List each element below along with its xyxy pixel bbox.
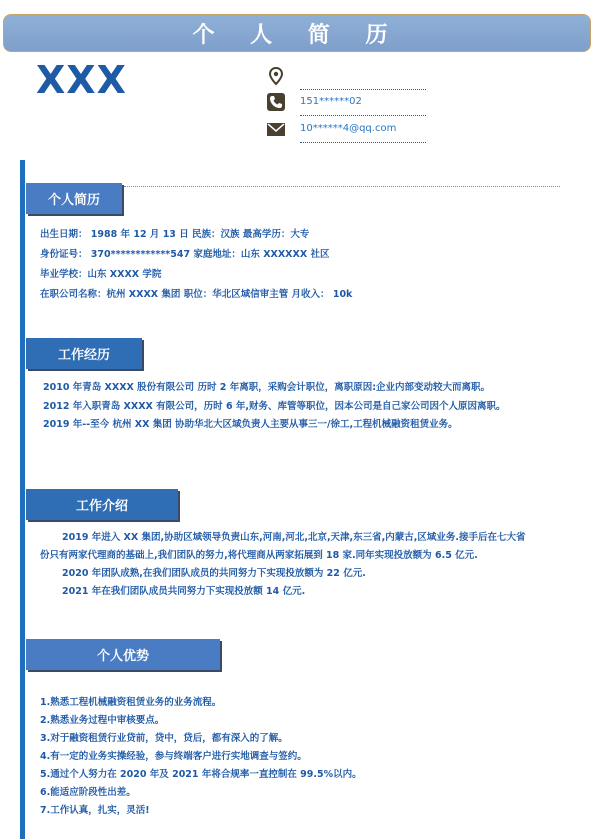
- page-title: 个 人 简 历: [192, 22, 402, 48]
- section-heading-intro: [26, 489, 178, 520]
- title-bar: [3, 14, 591, 52]
- strength-item: 6.能适应阶段性出差。: [40, 787, 136, 798]
- experience-line: 2012 年入职青岛 XXXX 有限公司，历时 6 年,财务、库管等职位，因本公司是自己家公司因个人原因离职。: [43, 401, 506, 412]
- section-heading-intro-label: 工作介绍: [75, 499, 128, 514]
- address-underline: [300, 89, 426, 90]
- envelope-icon: [266, 119, 286, 139]
- contact-address-row: [266, 66, 426, 86]
- phone-icon: [266, 92, 286, 112]
- intro-line: 2021 年在我们团队成员共同努力下实现投放额 14 亿元.: [62, 586, 306, 597]
- experience-line: 2019 年--至今 杭州 XX 集团 协助华北大区域负责人主要从事三一/徐工,工程机械融资租赁业务。: [43, 419, 458, 430]
- intro-line: 2019 年进入 XX 集团,协助区域领导负责山东,河南,河北,北京,天津,东三省,内蒙古,区域业务.接手后在七大省: [62, 532, 526, 543]
- intro-line: 2020 年团队成熟,在我们团队成员的共同努力下实现投放额为 22 亿元.: [62, 568, 366, 579]
- section-heading-experience-label: 工作经历: [57, 348, 110, 363]
- strength-item: 4.有一定的业务实操经验，参与终端客户进行实地调查与签约。: [40, 751, 307, 762]
- profile-line: 在职公司名称：杭州 XXXX 集团 职位：华北区域信审主管 月收入： 10k: [40, 289, 353, 300]
- strength-item: 7.工作认真，扎实，灵活!: [40, 805, 150, 816]
- section-heading-strengths: [26, 639, 220, 670]
- section-heading-profile: [26, 183, 122, 214]
- section-heading-strengths-label: 个人优势: [96, 649, 149, 664]
- profile-line: 毕业学校：山东 XXXX 学院: [40, 269, 162, 280]
- left-accent-bar: [20, 160, 25, 839]
- profile-line: 出生日期： 1988 年 12 月 13 日 民族：汉族 最高学历：大专: [40, 229, 310, 240]
- intro-line: 份只有两家代理商的基础上,我们团队的努力,将代理商从两家拓展到 18 家.同年实现投放额为 6.5 亿元.: [40, 550, 478, 561]
- location-pin-icon: [266, 66, 286, 86]
- email-underline: [300, 142, 426, 143]
- section-heading-experience: [26, 338, 142, 369]
- header-dotted-divider: [124, 186, 560, 187]
- candidate-name: XXX: [36, 58, 127, 102]
- experience-line: 2010 年青岛 XXXX 股份有限公司 历时 2 年离职，采购会计职位，离职原因:企业内部变动较大而离职。: [43, 382, 490, 393]
- strength-item: 5.通过个人努力在 2020 年及 2021 年将合规率一直控制在 99.5%以内。: [40, 769, 362, 780]
- contact-email-row: [266, 119, 426, 139]
- section-heading-profile-label: 个人简历: [47, 193, 100, 208]
- contact-phone-row: [266, 92, 426, 112]
- strength-item: 1.熟悉工程机械融资租赁业务的业务流程。: [40, 697, 222, 708]
- strength-item: 2.熟悉业务过程中审核要点。: [40, 715, 165, 726]
- contact-phone: 151******02: [300, 96, 362, 107]
- strength-item: 3.对于融资租赁行业贷前，贷中，贷后，都有深入的了解。: [40, 733, 288, 744]
- profile-line: 身份证号： 370************547 家庭地址：山东 XXXXXX 社区: [40, 249, 330, 260]
- contact-email: 10******4@qq.com: [300, 123, 397, 134]
- phone-underline: [300, 115, 426, 116]
